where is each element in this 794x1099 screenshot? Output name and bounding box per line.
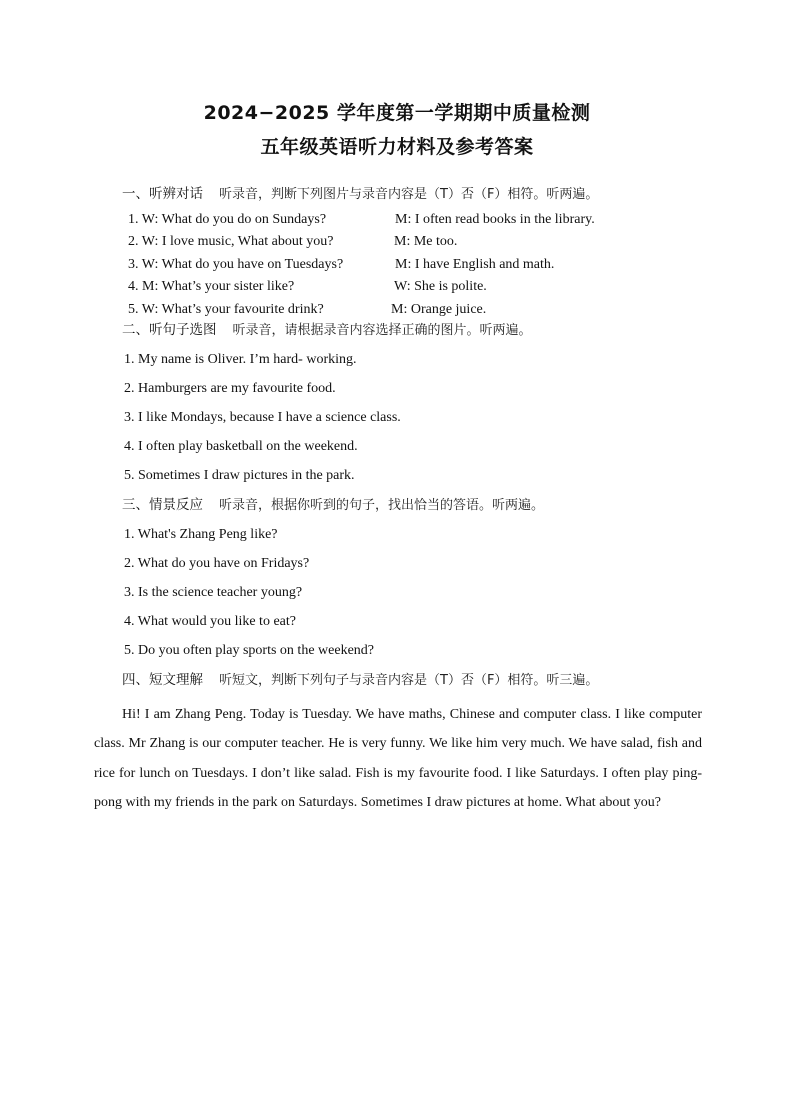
section-1-heading <box>122 185 598 204</box>
section-4-name: 四、短文理解 <box>122 672 203 688</box>
section-4-passage: Hi! I am Zhang Peng. Today is Tuesday. We have maths, Chinese and computer class. I like computer class. Mr Zhang is our computer teacher. He is very funny. We like him very much. We have salad, fish and rice for lunch on Tuesdays. I don’t like salad. Fish is my favourite food. I like Saturdays. I often play ping-pong with my friends in the park on Saturdays. Sometimes I draw pictures at home. What about you? <box>94 707 702 811</box>
section-2-name: 二、听句子选图 <box>122 322 217 338</box>
section-2-item-5: 5. Sometimes I draw pictures in the park. <box>124 468 355 483</box>
dialogue-5-answer: M: Orange juice. <box>391 302 487 317</box>
section-4-heading <box>122 671 598 690</box>
section-3-heading <box>122 496 544 515</box>
section-1-instruction: 听录音，判断下列图片与录音内容是（T）否（F）相符。听两遍。 <box>219 187 599 202</box>
section-2-item-4: 4. I often play basketball on the weekend. <box>124 439 358 454</box>
section-2-item-3: 3. I like Mondays, because I have a science class. <box>124 410 401 425</box>
section-3-name: 三、情景反应 <box>122 497 203 513</box>
dialogue-4-answer: W: She is polite. <box>394 279 487 294</box>
section-2-heading <box>122 321 532 340</box>
document-subtitle: 五年级英语听力材料及参考答案 <box>260 136 534 158</box>
section-3-instruction: 听录音，根据你听到的句子，找出恰当的答语。听两遍。 <box>219 498 545 513</box>
section-3-item-2: 2. What do you have on Fridays? <box>124 556 310 571</box>
section-3-item-4: 4. What would you like to eat? <box>124 614 296 629</box>
section-1-name: 一、听辨对话 <box>122 186 203 202</box>
section-2-instruction: 听录音，请根据录音内容选择正确的图片。听两遍。 <box>232 323 532 338</box>
dialogue-1-answer: M: I often read books in the library. <box>395 212 595 227</box>
document-title: 2024−2025 学年度第一学期期中质量检测 <box>203 102 591 124</box>
section-3-item-3: 3. Is the science teacher young? <box>124 585 303 600</box>
section-2-item-1: 1. My name is Oliver. I’m hard- working. <box>124 352 357 367</box>
section-4-instruction: 听短文，判断下列句子与录音内容是（T）否（F）相符。听三遍。 <box>219 673 599 688</box>
dialogue-4-question: 4. M: What’s your sister like? <box>128 279 295 294</box>
section-2-item-2: 2. Hamburgers are my favourite food. <box>124 381 336 396</box>
dialogue-3-question: 3. W: What do you have on Tuesdays? <box>128 257 344 272</box>
dialogue-2-answer: M: Me too. <box>394 234 458 249</box>
dialogue-2-question: 2. W: I love music, What about you? <box>128 234 334 249</box>
dialogue-5-question: 5. W: What’s your favourite drink? <box>128 302 324 317</box>
section-3-item-1: 1. What's Zhang Peng like? <box>124 527 278 542</box>
section-3-item-5: 5. Do you often play sports on the weekend? <box>124 643 374 658</box>
dialogue-3-answer: M: I have English and math. <box>395 257 555 272</box>
dialogue-1-question: 1. W: What do you do on Sundays? <box>128 212 327 227</box>
